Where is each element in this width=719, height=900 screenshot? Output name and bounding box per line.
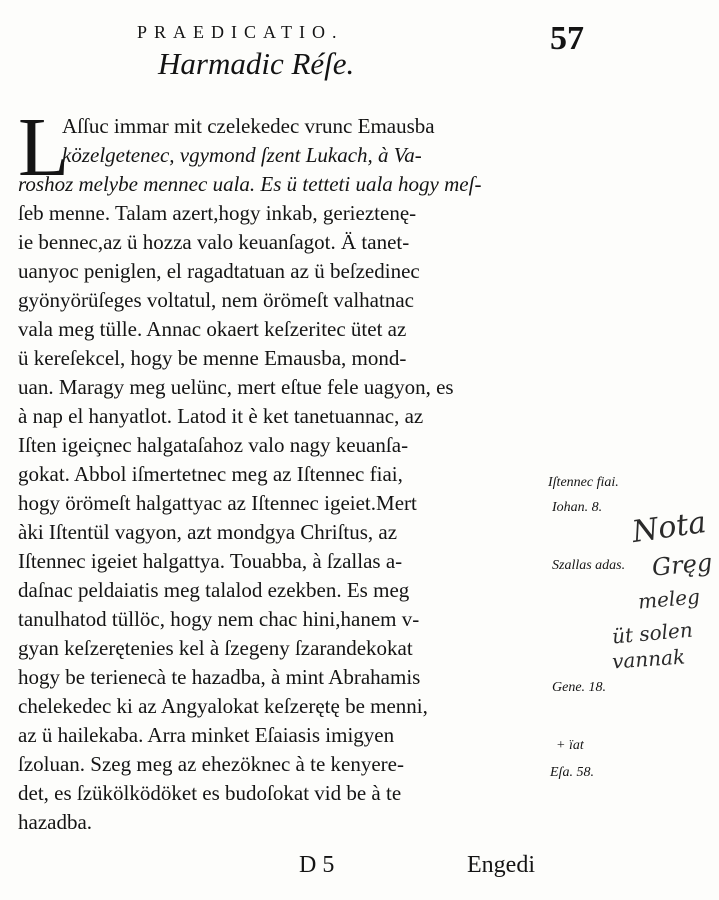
text-line: uanyoc peniglen, el ragadtatuan az ü beſzedinec <box>18 259 420 283</box>
text-line: det, es ſzükölködöket es budoſokat vid be à te <box>18 781 402 805</box>
text-line: daſnac peldaiatis meg talalod ezekben. Es meg <box>18 578 410 602</box>
margin-note: Iſtennec fiai. <box>548 475 619 490</box>
handwritten-note: vannak <box>611 644 686 674</box>
text-line: uan. Maragy meg uelünc, mert eſtue fele uagyon, es <box>18 375 454 399</box>
text-line: hogy örömeſt halgattyac az Iſtennec igeiet.Mert <box>18 491 417 515</box>
text-line: ſzoluan. Szeg meg az ehezöknec à te kenyere- <box>18 752 404 776</box>
text-line: gokat. Abbol iſmertetnec meg az Iſtennec fiai, <box>18 462 403 486</box>
text-line: chelekedec ki az Angyalokat keſzerętę be menni, <box>18 694 428 718</box>
text-line: gyönyörüſeges voltatul, nem örömeſt valhatnac <box>18 288 414 312</box>
drop-cap: L <box>18 101 70 194</box>
running-head: PRAEDICATIO. <box>137 22 344 42</box>
text-line: ü kereſekcel, hogy be menne Emausba, mond- <box>18 346 407 370</box>
text-line: ie bennec,az ü hozza valo keuanſagot. Ä tanet- <box>18 230 410 254</box>
handwritten-note: Gręg <box>650 548 714 582</box>
text-line: Iſten igeiçnec halgataſahoz valo nagy keuanſa- <box>18 433 409 457</box>
text-line: roshoz melybe mennec uala. Es ü tetteti uala hogy meſ- <box>18 172 482 196</box>
page-number: 57 <box>550 20 584 57</box>
text-line: gyan keſzerętenies kel à ſzegeny ſzarandekokat <box>18 636 413 660</box>
handwritten-note: meleg <box>637 584 701 614</box>
margin-note: + ïat <box>556 738 584 753</box>
section-title: Harmadic Réſe. <box>158 46 355 81</box>
margin-note: Eſa. 58. <box>550 765 594 780</box>
margin-note: Gene. 18. <box>552 680 607 695</box>
signature-mark: D 5 <box>299 852 335 878</box>
margin-note: Iohan. 8. <box>552 500 603 515</box>
handwritten-note: Nota <box>629 505 709 550</box>
text-line: Aſſuc immar mit czelekedec vrunc Emausba <box>62 114 435 138</box>
text-line: à nap el hanyatlot. Latod it è ket tanetuannac, az <box>18 404 424 428</box>
text-line: közelgetenec, vgymond ſzent Lukach, à Va- <box>62 143 422 167</box>
text-line: àki Iſtentül vagyon, azt mondgya Chriſtus, az <box>18 520 398 544</box>
text-line: hazadba. <box>18 810 93 834</box>
text-line: tanulhatod tüllöc, hogy nem chac hini,hanem v- <box>18 607 420 631</box>
margin-note: Szallas adas. <box>552 558 626 573</box>
text-line: hogy be terienecà te hazadba, à mint Abrahamis <box>18 665 421 689</box>
text-line: vala meg tülle. Annac okaert keſzeritec ütet az <box>18 317 407 341</box>
text-line: Iſtennec igeiet halgattya. Touabba, à ſzallas a- <box>18 549 403 573</box>
text-line: az ü hailekaba. Arra minket Eſaiasis imigyen <box>18 723 395 747</box>
handwritten-note: üt solen <box>611 617 694 649</box>
text-line: ſeb menne. Talam azert,hogy inkab, gerieztenę- <box>18 201 417 225</box>
catchword: Engedi <box>467 852 535 878</box>
